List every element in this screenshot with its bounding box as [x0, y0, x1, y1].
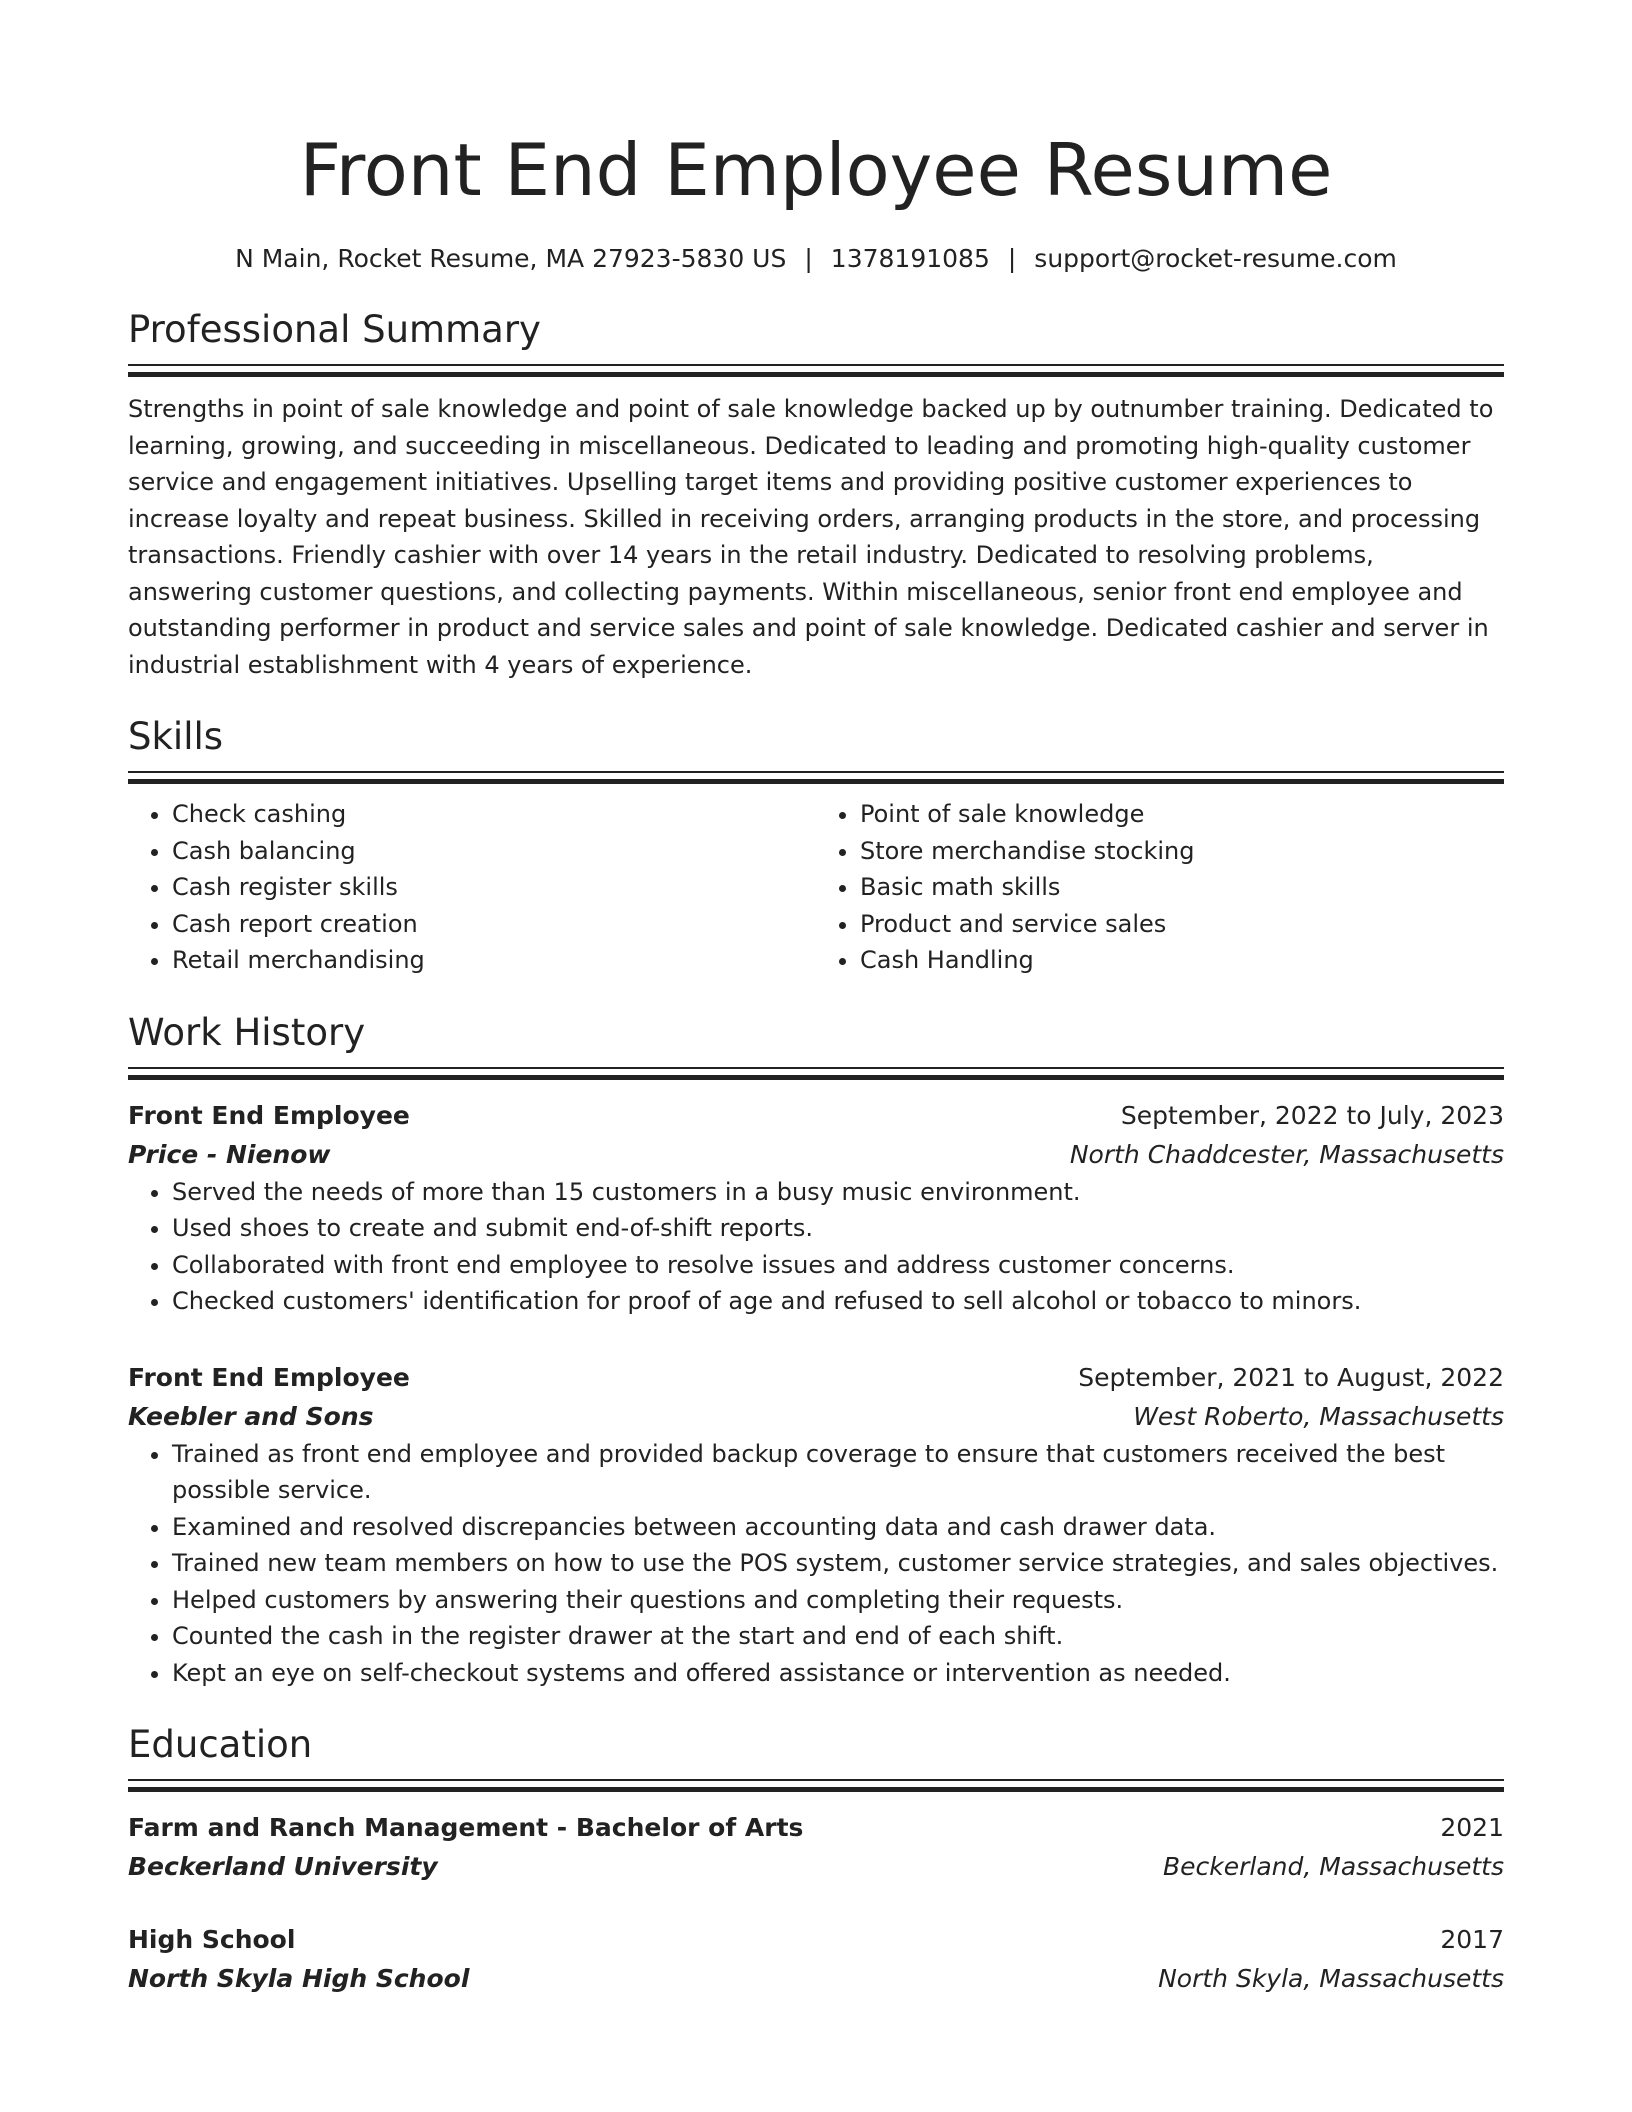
skills-heading: Skills: [128, 715, 224, 758]
job-entry: [128, 1358, 1504, 1692]
section-divider: [128, 1779, 1504, 1792]
skill-item: • Check cashing: [172, 796, 816, 833]
skill-item: • Basic math skills: [860, 869, 1504, 906]
education-heading: Education: [128, 1723, 313, 1766]
skill-item: • Cash balancing: [172, 833, 816, 870]
job-location: North Chaddcester, Massachusetts: [1069, 1139, 1504, 1169]
education-location: Beckerland, Massachusetts: [1162, 1852, 1504, 1881]
duty-item: • Collaborated with front end employee to resolve issues and address customer concerns.: [172, 1247, 1504, 1284]
skill-item: • Product and service sales: [860, 906, 1504, 943]
contact-phone: 1378191085: [830, 244, 990, 273]
summary-text: Strengths in point of sale knowledge and point of sale knowledge backed up by outnumber training. Dedicated to learning, growing, and succeeding in miscellaneous. Dedicated to leading and promoting high-quality customer service and engagement initiatives. Upselling target items and providing positive customer experiences to increase loyalty and repeat business. Skilled in receiving orders, arranging products in the store, and processing transactions. Friendly cashier with over 14 years in the retail industry. Dedicated to resolving problems, answering customer questions, and collecting payments. Within miscellaneous, senior front end employee and outstanding performer in product and service sales and point of sale knowledge. Dedicated cashier and server in industrial establishment with 4 years of experience.: [128, 395, 1494, 679]
section-divider: [128, 364, 1504, 377]
duty-item: • Used shoes to create and submit end-of-shift reports.: [172, 1210, 1504, 1247]
duty-item: • Counted the cash in the register drawer at the start and end of each shift.: [172, 1618, 1504, 1655]
education-location: North Skyla, Massachusetts: [1158, 1964, 1504, 1993]
job-duties: [128, 1174, 1504, 1320]
education-degree: Farm and Ranch Management - Bachelor of Arts: [128, 1813, 804, 1842]
job-entry: [128, 1096, 1504, 1320]
education-header-row: [128, 1808, 1504, 1847]
education-entry: [128, 1920, 1504, 1998]
education-school: North Skyla High School: [128, 1964, 470, 1993]
section-divider: [128, 1067, 1504, 1080]
job-subheader-row: [128, 1135, 1504, 1174]
section-divider: [128, 771, 1504, 784]
job-company: Keebler and Sons: [128, 1401, 374, 1431]
education-school: Beckerland University: [128, 1852, 438, 1881]
duty-item: • Helped customers by answering their questions and completing their requests.: [172, 1582, 1504, 1619]
duty-item: • Kept an eye on self-checkout systems and offered assistance or intervention as needed.: [172, 1655, 1504, 1692]
job-title: Front End Employee: [128, 1362, 410, 1392]
duty-item: • Examined and resolved discrepancies between accounting data and cash drawer data.: [172, 1509, 1504, 1546]
work-section: [128, 1007, 1504, 1692]
duty-item: • Trained new team members on how to use the POS system, customer service strategies, and sales objectives.: [172, 1545, 1504, 1582]
skill-item: • Retail merchandising: [172, 942, 816, 979]
duty-item: • Trained as front end employee and provided backup coverage to ensure that customers received the best possible service.: [172, 1436, 1504, 1509]
skill-item: • Cash report creation: [172, 906, 816, 943]
job-header-row: [128, 1358, 1504, 1397]
skill-item: • Store merchandise stocking: [860, 833, 1504, 870]
job-dates: September, 2021 to August, 2022: [1078, 1362, 1504, 1392]
job-company: Price - Nienow: [128, 1139, 331, 1169]
education-header-row: [128, 1920, 1504, 1959]
summary-heading: Professional Summary: [128, 308, 541, 351]
education-year: 2017: [1440, 1925, 1504, 1954]
skills-list: [128, 796, 1504, 979]
job-header-row: [128, 1096, 1504, 1135]
education-subheader-row: [128, 1959, 1504, 1998]
contact-email[interactable]: support@rocket-resume.com: [1034, 244, 1397, 273]
education-degree: High School: [128, 1925, 296, 1954]
contact-separator: |: [804, 244, 813, 273]
job-duties: [128, 1436, 1504, 1692]
job-title: Front End Employee: [128, 1100, 410, 1130]
work-heading: Work History: [128, 1010, 366, 1054]
skills-column-right: [816, 796, 1504, 979]
contact-line: [128, 242, 1504, 276]
education-subheader-row: [128, 1847, 1504, 1886]
contact-address: N Main, Rocket Resume, MA 27923-5830 US: [235, 244, 787, 273]
skills-column-left: [128, 796, 816, 979]
job-dates: September, 2022 to July, 2023: [1120, 1100, 1504, 1130]
resume-title: Front End Employee Resume: [299, 128, 1333, 212]
job-location: West Roberto, Massachusetts: [1133, 1401, 1504, 1431]
duty-item: • Checked customers' identification for proof of age and refused to sell alcohol or tobacco to minors.: [172, 1283, 1504, 1320]
skill-item: • Cash Handling: [860, 942, 1504, 979]
job-subheader-row: [128, 1397, 1504, 1436]
summary-section: [128, 304, 1504, 683]
education-year: 2021: [1440, 1813, 1504, 1842]
skills-section: [128, 711, 1504, 979]
education-section: [128, 1719, 1504, 1998]
skill-item: • Point of sale knowledge: [860, 796, 1504, 833]
duty-item: • Served the needs of more than 15 customers in a busy music environment.: [172, 1174, 1504, 1211]
contact-separator: |: [1007, 244, 1017, 273]
education-entry: [128, 1808, 1504, 1886]
skill-item: • Cash register skills: [172, 869, 816, 906]
